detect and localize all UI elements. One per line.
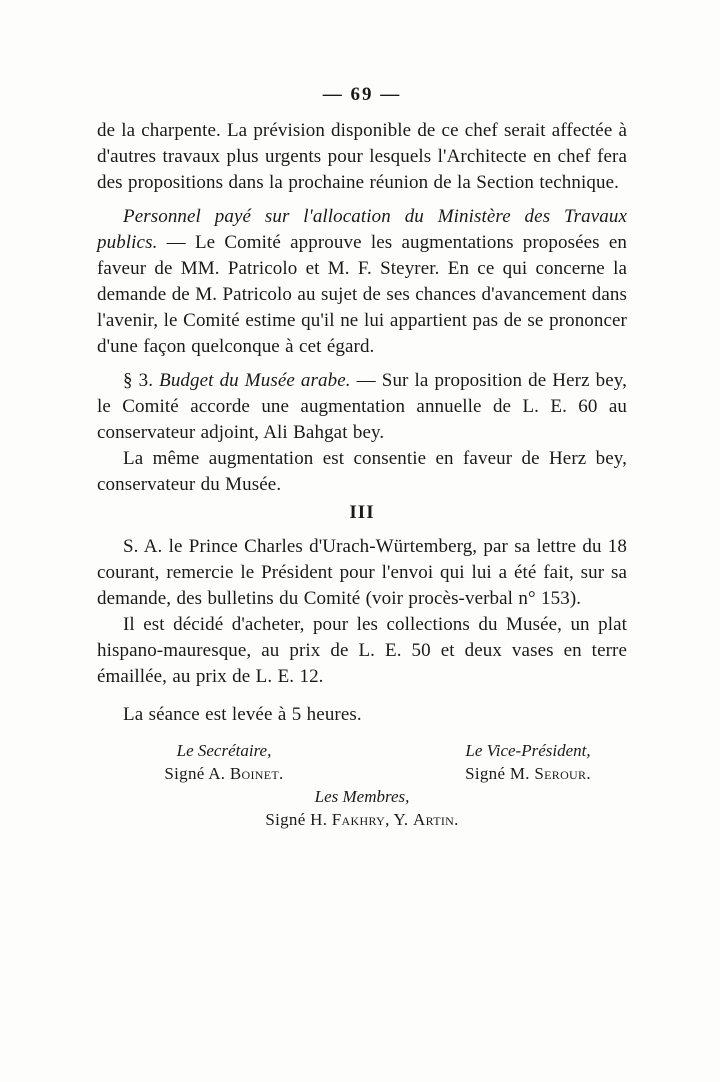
paragraph-personnel-travaux-publics: Personnel payé sur l'allocation du Ministère des Travaux publics. — Le Comité approuve les augmentations proposées en faveur de MM. Patricolo et M. F. Steyrer. En ce qui concerne la demande de M. Patricolo au sujet de ses chances d'avancement dans l'avenir, le Comité estime qu'il ne lui appartient pas de se prononcer d'une façon quelconque à cet égard.: [97, 206, 627, 357]
signature-members: [97, 786, 627, 830]
signature-secretary-title: Le Secrétaire,: [176, 741, 272, 760]
signature-members-names: Signé H. Fakhry, Y. Artin.: [265, 810, 459, 829]
paragraph-meme-augmentation: La même augmentation est consentie en faveur de Herz bey, conservateur du Musée.: [97, 448, 627, 495]
page-content: [97, 84, 627, 830]
paragraph-seance-levee: La séance est levée à 5 heures.: [123, 704, 362, 725]
signature-vice-president: [423, 740, 633, 784]
paragraph-charpente: de la charpente. La prévision disponible de ce chef serait affectée à d'autres travaux plus urgents pour lesquels l'Architecte en chef fera des propositions dans la prochaine réunion de la Section technique.: [97, 120, 627, 193]
paragraph-achat-collections: Il est décidé d'acheter, pour les collections du Musée, un plat hispano-mauresque, au prix de L. E. 50 et deux vases en terre émaillée, au prix de L. E. 12.: [97, 614, 627, 687]
section-heading-iii: III: [349, 502, 375, 523]
signature-vice-president-title: Le Vice-Président,: [465, 741, 591, 760]
signature-block: [97, 740, 627, 830]
signature-vice-president-name: Signé M. Serour.: [465, 764, 591, 783]
paragraph-budget-musee-arabe: § 3. Budget du Musée arabe. — Sur la proposition de Herz bey, le Comité accorde une augmentation annuelle de L. E. 60 au conservateur adjoint, Ali Bahgat bey.: [97, 370, 627, 443]
signature-secretary-name: Signé A. Boinet.: [164, 764, 284, 783]
paragraph-prince-urach: S. A. le Prince Charles d'Urach-Würtemberg, par sa lettre du 18 courant, remercie le Président pour l'envoi qui lui a été fait, sur sa demande, des bulletins du Comité (voir procès-verbal n° 153).: [97, 536, 627, 609]
page-number: — 69 —: [322, 84, 402, 105]
signature-secretary: [109, 740, 339, 784]
signature-members-title: Les Membres,: [314, 787, 410, 806]
signature-row: [97, 740, 627, 784]
